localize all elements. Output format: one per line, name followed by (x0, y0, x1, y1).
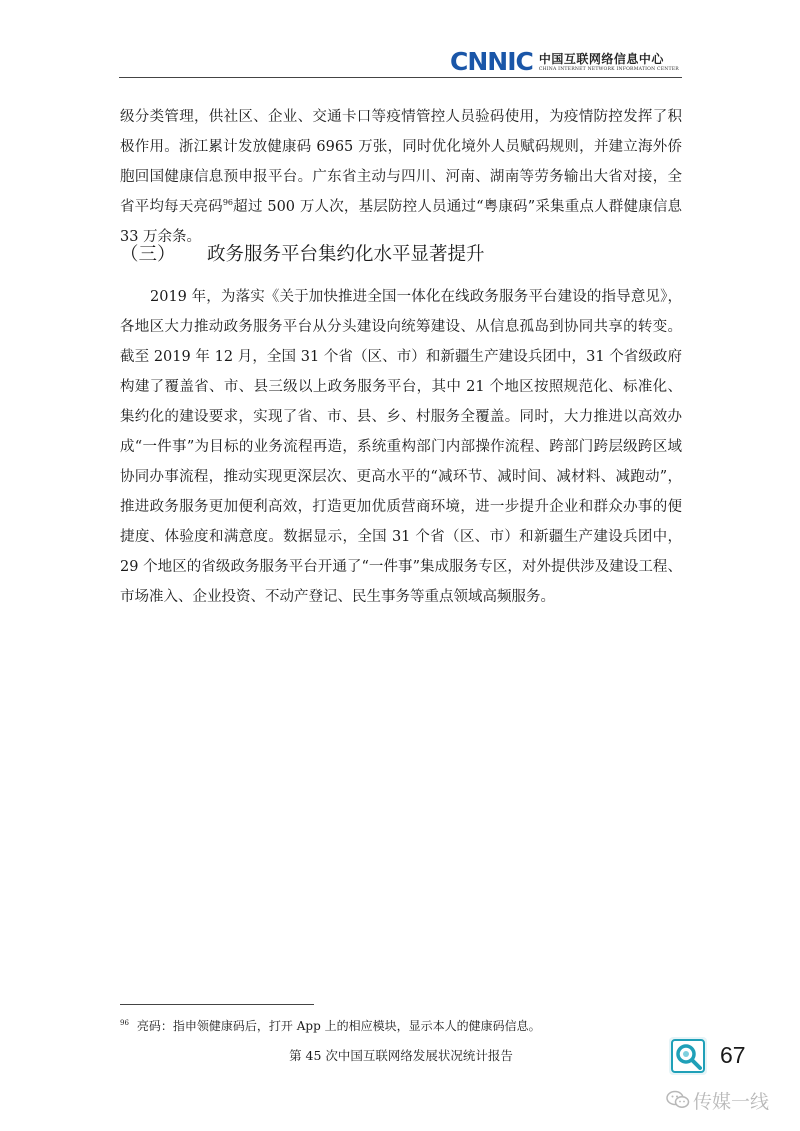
watermark (666, 1085, 769, 1115)
footnote-number: 96 (120, 1019, 129, 1027)
logo-org-en: CHINA INTERNET NETWORK INFORMATION CENTER (538, 66, 679, 72)
cnnic-logo (450, 48, 682, 76)
header-divider (119, 77, 682, 78)
report-title: 第 45 次中国互联网络发展状况统计报告 (289, 1048, 513, 1063)
footnote (120, 1017, 682, 1035)
paragraph-text: 超过 500 万人次，基层防控人员通过“粤康码”采集重点人群健康信息 33 万余条。 (120, 199, 683, 245)
watermark-text: 传媒一线 (693, 1090, 770, 1113)
footnote-text: 亮码：指申领健康码后，打开 App 上的相应模块，显示本人的健康码信息。 (136, 1019, 541, 1033)
section-number: （三） (120, 244, 176, 265)
footnote-divider (120, 1004, 314, 1005)
wechat-icon (666, 1089, 690, 1111)
logo-caption (539, 52, 679, 73)
footnote-ref[interactable]: 96 (222, 198, 233, 208)
paragraph: 2019 年，为落实《关于加快推进全国一体化在线政务服务平台建设的指导意见》，各地区大力推动政务服务平台从分头建设向统筹建设、从信息孤岛到协同共享的转变。截至 2019 年 12 月，全国 31 个省（区、市）和新疆生产建设兵团中，31 个省级政府构建了覆盖省、市、县三级以上政务服务平台，其中 21 个地区按照规范化、标准化、集约化的建设要求，实现了省、市、县、乡、村服务全覆盖。同时，大力推进以高效办成“一件事”为目标的业务流程再造，系统重构部门内部操作流程、跨部门跨层级跨区域协同办事流程，推动实现更深层次、更高水平的“减环节、减时间、减材料、减跑动”，推进政务服务更加便利高效，打造更加优质营商环境，进一步提升企业和群众办事的便捷度、体验度和满意度。数据显示，全国 31 个省（区、市）和新疆生产建设兵团中，29 个地区的省级政务服务平台开通了“一件事”集成服务专区，对外提供涉及建设工程、市场准入、企业投资、不动产登记、民生事务等重点领域高频服务。 (120, 289, 682, 605)
report-magnifier-icon (669, 1037, 707, 1075)
logo-wordmark: CNNIC (450, 47, 533, 76)
paragraph-text: 级分类管理，供社区、企业、交通卡口等疫情管控人员验码使用，为疫情防控发挥了积极作用。浙江累计发放健康码 6965 万张，同时优化境外人员赋码规则，并建立海外侨胞回国健康信息预申报平台。广东省主动与四川、河南、湖南等劳务输出大省对接，全省平均每天亮码 (120, 109, 682, 215)
page-number: 67 (720, 1042, 746, 1068)
logo-org-cn: 中国互联网络信息中心 (538, 51, 664, 66)
section-title: 政务服务平台集约化水平显著提升 (207, 244, 485, 265)
continued-paragraph (120, 102, 682, 252)
section-body (120, 282, 682, 612)
section-heading (120, 240, 682, 270)
